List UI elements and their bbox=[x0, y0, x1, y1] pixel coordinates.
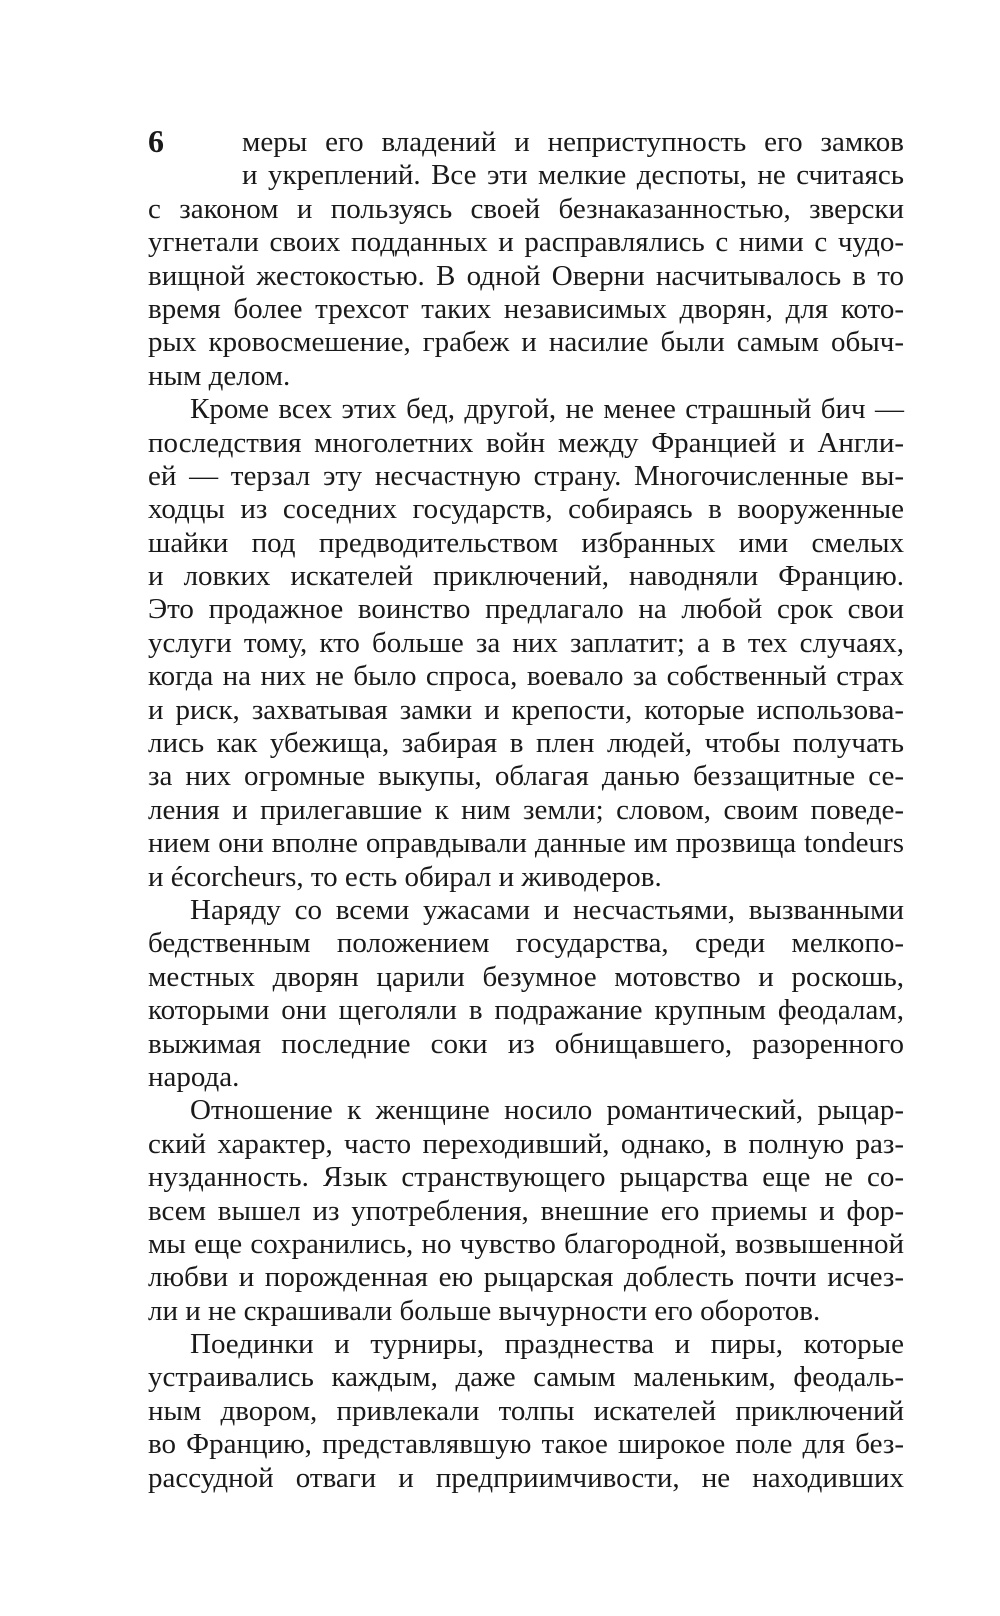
text-line: и укреплений. Все эти мелкие деспоты, не считаясь bbox=[242, 159, 904, 192]
text-line: с законом и пользуясь своей безнаказанностью, зверски bbox=[148, 192, 904, 225]
paragraph bbox=[148, 1328, 904, 1495]
text-line: ным делом. bbox=[148, 359, 291, 392]
text-line: шайки под предводительством избранных ими смелых bbox=[148, 526, 904, 559]
text-line: лись как убежища, забирая в плен людей, чтобы получать bbox=[148, 727, 904, 760]
text-line: и écorcheurs, то есть обирал и живодеров. bbox=[148, 860, 662, 893]
text-line: нием они вполне оправдывали данные им прозвища tondeurs bbox=[148, 827, 904, 860]
text-line: за них огромные выкупы, облагая данью беззащитные се- bbox=[148, 760, 904, 793]
text-line: Это продажное воинство предлагало на любой срок свои bbox=[148, 593, 904, 626]
text-line: выжимая последние соки из обнищавшего, разоренного bbox=[148, 1027, 904, 1060]
text-line: угнетали своих подданных и расправлялись с ними с чудо- bbox=[148, 226, 904, 259]
text-line: рых кровосмешение, грабеж и насилие были самым обыч- bbox=[148, 326, 904, 359]
text-line: любви и порожденная ею рыцарская доблесть почти исчез- bbox=[148, 1261, 904, 1294]
paragraph bbox=[148, 894, 904, 1094]
text-line: устраивались каждым, даже самым маленьким, феодаль- bbox=[148, 1361, 904, 1394]
text-line: ления и прилегавшие к ним земли; словом, своим поведе- bbox=[148, 793, 904, 826]
text-line: и ловких искателей приключений, наводняли Францию. bbox=[148, 560, 904, 593]
text-line: ли и не скрашивали больше вычурности его оборотов. bbox=[148, 1294, 821, 1327]
text-line: Поединки и турниры, празднества и пиры, которые bbox=[190, 1328, 904, 1361]
paragraph bbox=[148, 393, 904, 894]
text-line: нузданность. Язык странствующего рыцарства еще не со- bbox=[148, 1161, 904, 1194]
text-line: во Францию, представлявшую такое широкое поле для без- bbox=[148, 1428, 904, 1461]
paragraph bbox=[148, 1094, 904, 1328]
text-line: когда на них не было спроса, воевало за собственный страх bbox=[148, 660, 904, 693]
text-line: Кроме всех этих бед, другой, не менее страшный бич — bbox=[190, 393, 904, 426]
text-line: мы еще сохранились, но чувство благородной, возвышенной bbox=[148, 1227, 904, 1260]
text-line: время более трехсот таких независимых дворян, для кото- bbox=[148, 292, 904, 325]
text-line: местных дворян царили безумное мотовство и роскошь, bbox=[148, 960, 904, 993]
text-line: ей — терзал эту несчастную страну. Многочисленные вы- bbox=[148, 459, 904, 492]
text-line: меры его владений и неприступность его замков bbox=[242, 126, 904, 158]
text-line: Наряду со всеми ужасами и несчастьями, вызванными bbox=[190, 893, 904, 926]
text-line: которыми они щеголяли в подражание крупным феодалам, bbox=[148, 994, 904, 1027]
text-line: и риск, захватывая замки и крепости, которые использова- bbox=[148, 693, 904, 726]
text-line: услуги тому, кто больше за них заплатит; а в тех случаях, bbox=[148, 626, 904, 659]
text-line: последствия многолетних войн между Францией и Англи- bbox=[148, 426, 904, 459]
text-line: вищной жестокостью. В одной Оверни насчитывалось в то bbox=[148, 259, 904, 292]
page-body bbox=[148, 123, 904, 1495]
text-line: народа. bbox=[148, 1060, 240, 1093]
text-line: всем вышел из употребления, внешние его приемы и фор- bbox=[148, 1194, 904, 1227]
page-number: 6 bbox=[148, 123, 164, 159]
text-line: Отношение к женщине носило романтический, рыцар- bbox=[190, 1094, 904, 1127]
text-line: ходцы из соседних государств, собираясь в вооруженные bbox=[148, 493, 904, 526]
text-line: рассудной отваги и предприимчивости, не находивших bbox=[148, 1461, 904, 1494]
text-line: бедственным положением государства, среди мелкопо- bbox=[148, 927, 904, 960]
text-line: ский характер, часто переходивший, однако, в полную раз- bbox=[148, 1127, 904, 1160]
paragraph bbox=[148, 123, 904, 393]
text-line: ным двором, привлекали толпы искателей приключений bbox=[148, 1394, 904, 1427]
